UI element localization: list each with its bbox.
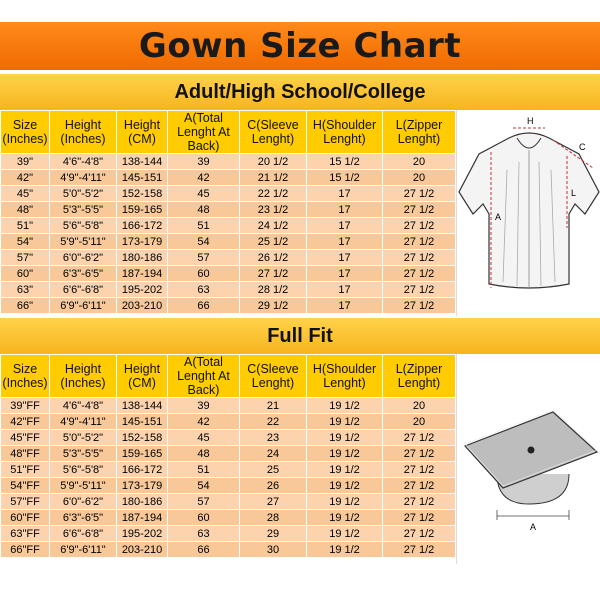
table-row <box>1 414 456 430</box>
table-cell: 19 1/2 <box>307 446 383 462</box>
table-cell: 17 <box>307 298 383 314</box>
cap-diagram <box>456 354 600 564</box>
table-cell: 23 <box>240 430 307 446</box>
table-cell: 152-158 <box>117 186 168 202</box>
adult-size-table <box>0 110 456 314</box>
table-row <box>1 510 456 526</box>
table-cell: 29 <box>240 526 307 542</box>
cap-dimension-line <box>497 510 569 520</box>
table-cell: 180-186 <box>117 494 168 510</box>
column-header: L(Zipper Lenght) <box>383 111 456 154</box>
table-cell: 27 1/2 <box>383 478 456 494</box>
table-cell: 27 1/2 <box>383 250 456 266</box>
page-title: Gown Size Chart <box>138 26 462 66</box>
gown-illustration <box>457 110 600 316</box>
table-cell: 48"FF <box>1 446 50 462</box>
table-cell: 187-194 <box>117 510 168 526</box>
column-header: Height (CM) <box>117 111 168 154</box>
table-row <box>1 266 456 282</box>
mortarboard-icon <box>465 410 597 504</box>
table-cell: 57"FF <box>1 494 50 510</box>
column-header: A(Total Lenght At Back) <box>168 111 240 154</box>
title-banner <box>0 22 600 70</box>
column-header: Height (Inches) <box>50 355 117 398</box>
table-cell: 27 <box>240 494 307 510</box>
table-cell: 17 <box>307 218 383 234</box>
table-cell: 4'9"-4'11" <box>50 414 117 430</box>
table-cell: 28 1/2 <box>240 282 307 298</box>
table-cell: 42" <box>1 170 50 186</box>
column-header: H(Shoulder Lenght) <box>307 355 383 398</box>
table-cell: 203-210 <box>117 542 168 558</box>
fullfit-section-title: Full Fit <box>267 324 333 347</box>
table-cell: 54 <box>168 478 240 494</box>
table-cell: 27 1/2 <box>383 298 456 314</box>
gown-icon <box>459 133 599 288</box>
table-cell: 63" <box>1 282 50 298</box>
gown-diagram <box>456 110 600 316</box>
table-cell: 203-210 <box>117 298 168 314</box>
table-cell: 21 1/2 <box>240 170 307 186</box>
table-cell: 51"FF <box>1 462 50 478</box>
table-cell: 17 <box>307 202 383 218</box>
table-cell: 22 <box>240 414 307 430</box>
table-cell: 57 <box>168 494 240 510</box>
table-cell: 60" <box>1 266 50 282</box>
table-cell: 6'0"-6'2" <box>50 250 117 266</box>
table-cell: 27 1/2 <box>383 266 456 282</box>
table-cell: 152-158 <box>117 430 168 446</box>
table-cell: 20 <box>383 170 456 186</box>
table-cell: 6'9"-6'11" <box>50 298 117 314</box>
table-cell: 63 <box>168 526 240 542</box>
table-cell: 60 <box>168 510 240 526</box>
table-row <box>1 282 456 298</box>
cap-label-a: A <box>530 522 537 532</box>
table-cell: 48 <box>168 446 240 462</box>
table-row <box>1 202 456 218</box>
table-cell: 27 1/2 <box>383 462 456 478</box>
column-header: L(Zipper Lenght) <box>383 355 456 398</box>
table-cell: 25 1/2 <box>240 234 307 250</box>
table-cell: 30 <box>240 542 307 558</box>
table-cell: 27 1/2 <box>383 218 456 234</box>
table-cell: 27 1/2 <box>383 202 456 218</box>
table-row <box>1 170 456 186</box>
table-cell: 39 <box>168 154 240 170</box>
table-cell: 20 <box>383 414 456 430</box>
table-cell: 19 1/2 <box>307 398 383 414</box>
table-cell: 24 1/2 <box>240 218 307 234</box>
table-cell: 54" <box>1 234 50 250</box>
table-cell: 27 1/2 <box>383 446 456 462</box>
table-cell: 6'0"-6'2" <box>50 494 117 510</box>
table-cell: 51 <box>168 218 240 234</box>
table-cell: 138-144 <box>117 398 168 414</box>
table-cell: 42 <box>168 170 240 186</box>
table-cell: 66"FF <box>1 542 50 558</box>
table-cell: 27 1/2 <box>383 282 456 298</box>
table-cell: 42"FF <box>1 414 50 430</box>
table-row <box>1 234 456 250</box>
table-cell: 17 <box>307 250 383 266</box>
table-row <box>1 298 456 314</box>
table-cell: 159-165 <box>117 202 168 218</box>
table-cell: 26 1/2 <box>240 250 307 266</box>
table-cell: 19 1/2 <box>307 542 383 558</box>
table-cell: 66" <box>1 298 50 314</box>
table-cell: 39"FF <box>1 398 50 414</box>
table-cell: 5'6"-5'8" <box>50 462 117 478</box>
table-cell: 27 1/2 <box>240 266 307 282</box>
table-cell: 51 <box>168 462 240 478</box>
table-cell: 57" <box>1 250 50 266</box>
column-header: C(Sleeve Lenght) <box>240 111 307 154</box>
column-header: Size (Inches) <box>1 355 50 398</box>
table-cell: 173-179 <box>117 478 168 494</box>
table-cell: 60 <box>168 266 240 282</box>
table-cell: 180-186 <box>117 250 168 266</box>
column-header: A(Total Lenght At Back) <box>168 355 240 398</box>
table-cell: 27 1/2 <box>383 186 456 202</box>
table-cell: 22 1/2 <box>240 186 307 202</box>
table-cell: 17 <box>307 234 383 250</box>
table-cell: 145-151 <box>117 414 168 430</box>
table-cell: 66 <box>168 542 240 558</box>
table-cell: 27 1/2 <box>383 526 456 542</box>
label-c: C <box>579 142 586 152</box>
table-cell: 39 <box>168 398 240 414</box>
table-cell: 187-194 <box>117 266 168 282</box>
table-row <box>1 398 456 414</box>
table-cell: 63"FF <box>1 526 50 542</box>
table-cell: 15 1/2 <box>307 170 383 186</box>
table-cell: 45 <box>168 186 240 202</box>
table-cell: 17 <box>307 266 383 282</box>
table-cell: 19 1/2 <box>307 478 383 494</box>
column-header: Size (Inches) <box>1 111 50 154</box>
table-cell: 21 <box>240 398 307 414</box>
table-cell: 57 <box>168 250 240 266</box>
table-cell: 4'6"-4'8" <box>50 154 117 170</box>
table-row <box>1 494 456 510</box>
table-cell: 45"FF <box>1 430 50 446</box>
table-cell: 23 1/2 <box>240 202 307 218</box>
label-l: L <box>571 188 577 198</box>
label-h: H <box>527 116 534 126</box>
table-cell: 54"FF <box>1 478 50 494</box>
header-row <box>1 355 456 398</box>
table-cell: 27 1/2 <box>383 430 456 446</box>
table-cell: 159-165 <box>117 446 168 462</box>
table-cell: 166-172 <box>117 462 168 478</box>
table-cell: 28 <box>240 510 307 526</box>
table-cell: 5'3"-5'5" <box>50 446 117 462</box>
table-row <box>1 462 456 478</box>
table-row <box>1 526 456 542</box>
table-cell: 6'9"-6'11" <box>50 542 117 558</box>
table-cell: 27 1/2 <box>383 494 456 510</box>
table-cell: 24 <box>240 446 307 462</box>
table-cell: 166-172 <box>117 218 168 234</box>
label-a: A <box>495 212 502 222</box>
table-cell: 19 1/2 <box>307 414 383 430</box>
table-cell: 5'3"-5'5" <box>50 202 117 218</box>
table-cell: 45" <box>1 186 50 202</box>
column-header: H(Shoulder Lenght) <box>307 111 383 154</box>
table-cell: 29 1/2 <box>240 298 307 314</box>
table-cell: 15 1/2 <box>307 154 383 170</box>
fullfit-section-header <box>0 318 600 354</box>
table-cell: 19 1/2 <box>307 462 383 478</box>
table-cell: 19 1/2 <box>307 430 383 446</box>
table-row <box>1 218 456 234</box>
table-cell: 6'6"-6'8" <box>50 282 117 298</box>
column-header: C(Sleeve Lenght) <box>240 355 307 398</box>
table-cell: 4'9"-4'11" <box>50 170 117 186</box>
table-cell: 5'9"-5'11" <box>50 234 117 250</box>
table-cell: 6'6"-6'8" <box>50 526 117 542</box>
table-row <box>1 542 456 558</box>
table-row <box>1 430 456 446</box>
table-cell: 20 <box>383 154 456 170</box>
table-cell: 5'6"-5'8" <box>50 218 117 234</box>
table-cell: 48" <box>1 202 50 218</box>
column-header: Height (CM) <box>117 355 168 398</box>
table-cell: 5'0"-5'2" <box>50 186 117 202</box>
table-cell: 195-202 <box>117 282 168 298</box>
table-cell: 25 <box>240 462 307 478</box>
table-cell: 27 1/2 <box>383 510 456 526</box>
table-row <box>1 478 456 494</box>
table-cell: 20 <box>383 398 456 414</box>
table-cell: 51" <box>1 218 50 234</box>
table-cell: 20 1/2 <box>240 154 307 170</box>
table-cell: 63 <box>168 282 240 298</box>
table-cell: 5'0"-5'2" <box>50 430 117 446</box>
table-cell: 6'3"-6'5" <box>50 266 117 282</box>
table-row <box>1 186 456 202</box>
table-cell: 26 <box>240 478 307 494</box>
table-cell: 42 <box>168 414 240 430</box>
table-cell: 145-151 <box>117 170 168 186</box>
table-cell: 39" <box>1 154 50 170</box>
table-cell: 173-179 <box>117 234 168 250</box>
cap-illustration <box>457 354 600 564</box>
table-cell: 17 <box>307 282 383 298</box>
table-cell: 19 1/2 <box>307 526 383 542</box>
adult-section-header <box>0 74 600 110</box>
table-row <box>1 250 456 266</box>
table-cell: 27 1/2 <box>383 234 456 250</box>
table-row <box>1 446 456 462</box>
table-cell: 45 <box>168 430 240 446</box>
table-cell: 19 1/2 <box>307 510 383 526</box>
column-header: Height (Inches) <box>50 111 117 154</box>
table-cell: 138-144 <box>117 154 168 170</box>
table-cell: 17 <box>307 186 383 202</box>
table-cell: 5'9"-5'11" <box>50 478 117 494</box>
table-cell: 48 <box>168 202 240 218</box>
table-cell: 27 1/2 <box>383 542 456 558</box>
table-cell: 66 <box>168 298 240 314</box>
table-cell: 19 1/2 <box>307 494 383 510</box>
table-row <box>1 154 456 170</box>
table-cell: 60"FF <box>1 510 50 526</box>
table-cell: 195-202 <box>117 526 168 542</box>
adult-section-title: Adult/High School/College <box>174 80 426 103</box>
table-cell: 54 <box>168 234 240 250</box>
table-cell: 4'6"-4'8" <box>50 398 117 414</box>
fullfit-size-table <box>0 354 456 558</box>
header-row <box>1 111 456 154</box>
table-cell: 6'3"-6'5" <box>50 510 117 526</box>
